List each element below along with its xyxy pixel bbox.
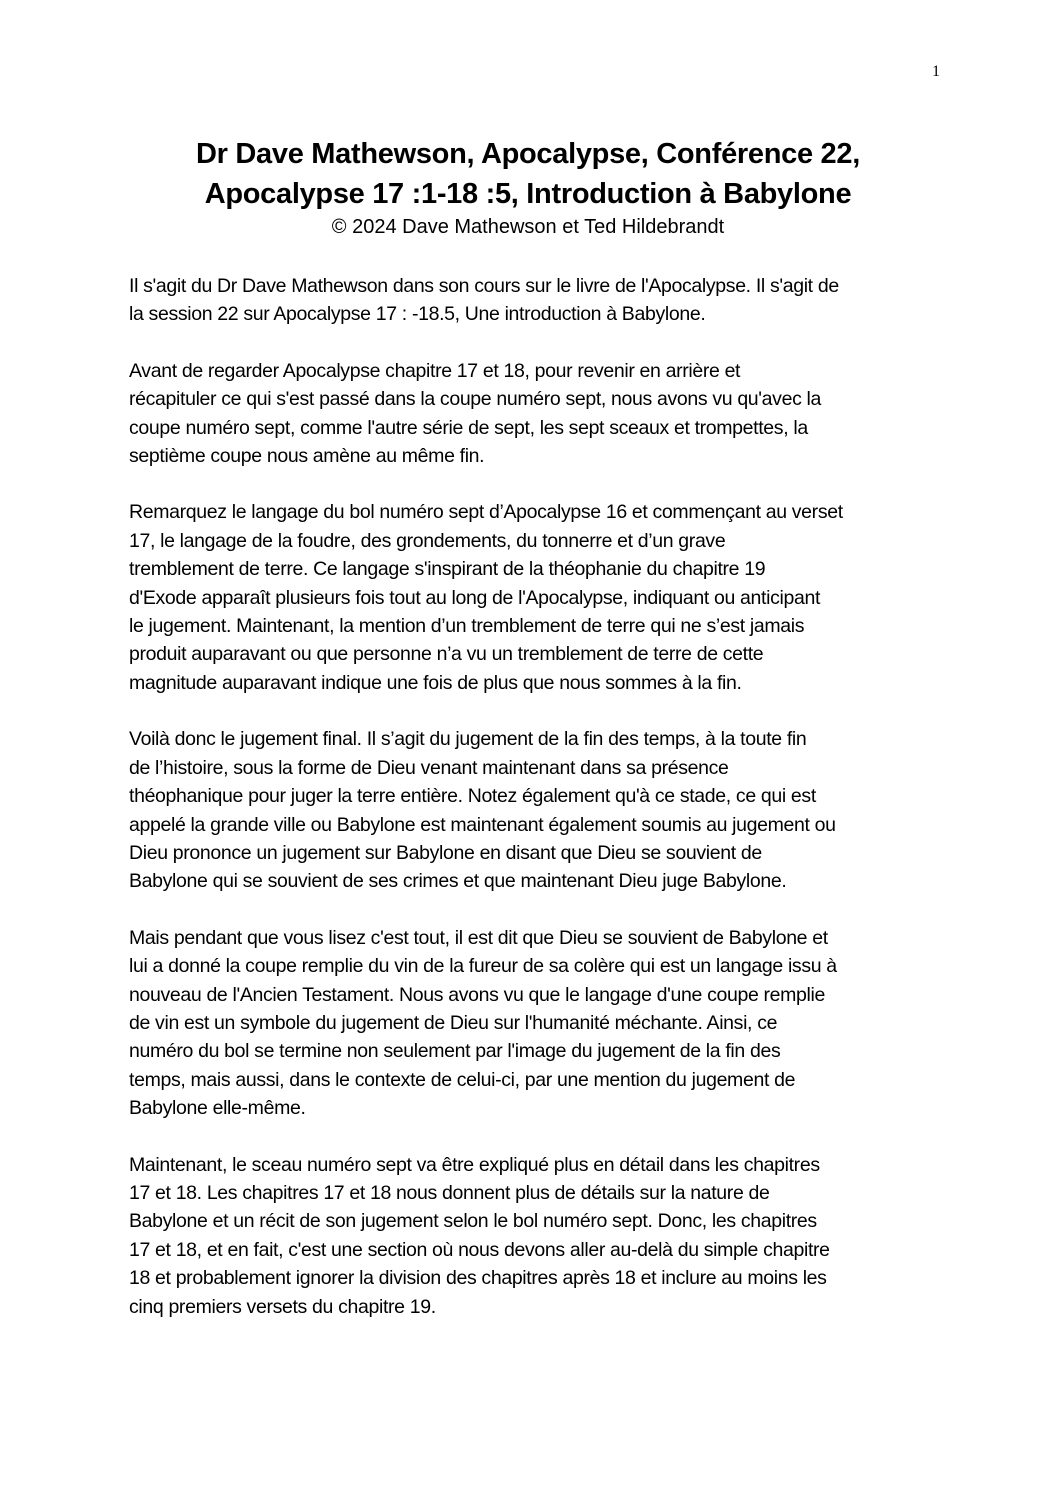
paragraph-line: nouveau de l'Ancien Testament. Nous avons vu que le langage d'une coupe remplie <box>129 983 826 1006</box>
copyright-notice: © 2024 Dave Mathewson et Ted Hildebrandt <box>331 216 725 238</box>
paragraph-line: Remarquez le langage du bol numéro sept d’Apocalypse 16 et commençant au verset <box>129 501 843 524</box>
paragraph-line: temps, mais aussi, dans le contexte de celui-ci, par une mention du jugement de <box>129 1068 796 1091</box>
paragraph-line: Avant de regarder Apocalypse chapitre 17 et 18, pour revenir en arrière et <box>129 359 741 382</box>
paragraph-3 <box>129 498 969 697</box>
paragraph-line: Maintenant, le sceau numéro sept va être expliqué plus en détail dans les chapitres <box>129 1153 820 1176</box>
document-body <box>129 272 969 1349</box>
paragraph-line: Babylone elle-même. <box>129 1097 306 1120</box>
paragraph-line: tremblement de terre. Ce langage s'inspirant de la théophanie du chapitre 19 <box>129 558 766 581</box>
paragraph-line: Dieu prononce un jugement sur Babylone en disant que Dieu se souvient de <box>129 841 762 864</box>
document-title-line-1: Dr Dave Mathewson, Apocalypse, Conférence 22, <box>196 138 860 170</box>
paragraph-line: 17 et 18. Les chapitres 17 et 18 nous donnent plus de détails sur la nature de <box>129 1181 770 1204</box>
page-number: 1 <box>932 63 940 80</box>
paragraph-line: numéro du bol se termine non seulement par l'image du jugement de la fin des <box>129 1040 781 1063</box>
paragraph-line: septième coupe nous amène au même fin. <box>129 445 485 468</box>
paragraph-line: la session 22 sur Apocalypse 17 : -18.5, Une introduction à Babylone. <box>129 303 706 326</box>
paragraph-6 <box>129 1151 969 1321</box>
document-header <box>120 134 936 240</box>
paragraph-line: le jugement. Maintenant, la mention d’un tremblement de terre qui ne s’est jamais <box>129 615 805 638</box>
paragraph-line: 18 et probablement ignorer la division des chapitres après 18 et inclure au moins les <box>129 1267 827 1290</box>
paragraph-line: récapituler ce qui s'est passé dans la coupe numéro sept, nous avons vu qu'avec la <box>129 388 822 411</box>
paragraph-5 <box>129 924 969 1123</box>
paragraph-line: appelé la grande ville ou Babylone est maintenant également soumis au jugement ou <box>129 813 836 836</box>
paragraph-line: lui a donné la coupe remplie du vin de la fureur de sa colère qui est un langage issu à <box>129 955 837 978</box>
paragraph-line: 17, le langage de la foudre, des grondements, du tonnerre et d’un grave <box>129 529 726 552</box>
paragraph-line: Babylone et un récit de son jugement selon le bol numéro sept. Donc, les chapitres <box>129 1210 817 1233</box>
paragraph-line: de l’histoire, sous la forme de Dieu venant maintenant dans sa présence <box>129 756 729 779</box>
paragraph-line: Mais pendant que vous lisez c'est tout, il est dit que Dieu se souvient de Babylone et <box>129 926 828 949</box>
paragraph-2 <box>129 357 969 471</box>
paragraph-1 <box>129 272 969 329</box>
paragraph-line: cinq premiers versets du chapitre 19. <box>129 1295 436 1318</box>
paragraph-line: Il s'agit du Dr Dave Mathewson dans son cours sur le livre de l'Apocalypse. Il s'agit de <box>129 275 839 297</box>
paragraph-4 <box>129 725 969 895</box>
paragraph-line: coupe numéro sept, comme l'autre série de sept, les sept sceaux et trompettes, la <box>129 416 808 439</box>
paragraph-line: d'Exode apparaît plusieurs fois tout au long de l'Apocalypse, indiquant ou anticipant <box>129 586 821 609</box>
paragraph-line: Voilà donc le jugement final. Il s’agit du jugement de la fin des temps, à la toute fin <box>129 728 807 751</box>
paragraph-line: 17 et 18, et en fait, c'est une section où nous devons aller au-delà du simple chapitre <box>129 1238 830 1261</box>
paragraph-line: de vin est un symbole du jugement de Dieu sur l'humanité méchante. Ainsi, ce <box>129 1011 778 1034</box>
paragraph-line: produit auparavant ou que personne n’a vu un tremblement de terre de cette <box>129 643 764 666</box>
paragraph-line: magnitude auparavant indique une fois de plus que nous sommes à la fin. <box>129 671 742 694</box>
paragraph-line: Babylone qui se souvient de ses crimes et que maintenant Dieu juge Babylone. <box>129 870 787 893</box>
paragraph-line: théophanique pour juger la terre entière. Notez également qu'à ce stade, ce qui est <box>129 785 816 808</box>
document-title-line-2: Apocalypse 17 :1-18 :5, Introduction à Babylone <box>204 178 852 210</box>
